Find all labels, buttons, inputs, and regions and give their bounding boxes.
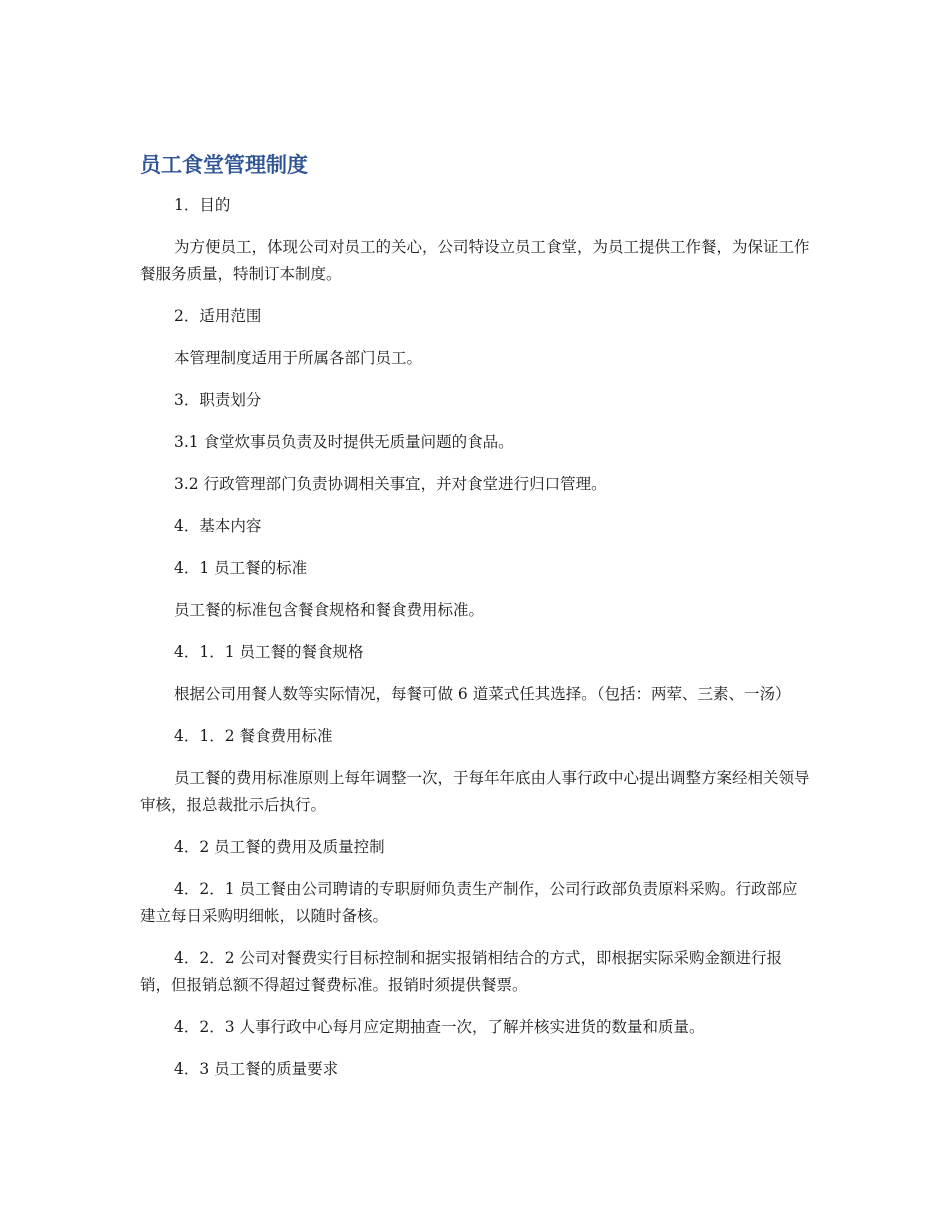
subsection-heading: 4．1．1 员工餐的餐食规格 xyxy=(174,643,364,661)
paragraph: 根据公司用餐人数等实际情况，每餐可做 6 道菜式任其选择。（包括：两荤、三素、一汤） xyxy=(174,685,791,703)
section-heading: 4．基本内容 xyxy=(174,517,262,535)
subsection-heading: 4．1．2 餐食费用标准 xyxy=(174,727,333,745)
paragraph: 员工餐的标准包含餐食规格和餐食费用标准。 xyxy=(174,601,485,619)
subsection-heading: 4．1 员工餐的标准 xyxy=(174,559,308,577)
paragraph: 3.1 食堂炊事员负责及时提供无质量问题的食品。 xyxy=(174,433,514,451)
paragraph: 为方便员工，体现公司对员工的关心，公司特设立员工食堂，为员工提供工作餐，为保证工作餐服务质量，特制订本制度。 xyxy=(140,238,810,283)
paragraph: 4．2．1 员工餐由公司聘请的专职厨师负责生产制作，公司行政部负责原料采购。行政部应建立每日采购明细帐，以随时备核。 xyxy=(140,880,798,925)
subsection-heading: 4．3 员工餐的质量要求 xyxy=(174,1060,339,1078)
paragraph: 3.2 行政管理部门负责协调相关事宜，并对食堂进行归口管理。 xyxy=(174,475,607,493)
paragraph: 4．2．3 人事行政中心每月应定期抽查一次，了解并核实进货的数量和质量。 xyxy=(174,1018,705,1036)
subsection-heading: 4．2 员工餐的费用及质量控制 xyxy=(174,838,385,856)
document-title: 员工食堂管理制度 xyxy=(140,153,308,177)
section-heading: 1．目的 xyxy=(174,196,231,214)
section-heading: 2．适用范围 xyxy=(174,307,262,325)
paragraph: 员工餐的费用标准原则上每年调整一次，于每年年底由人事行政中心提出调整方案经相关领导审核，报总裁批示后执行。 xyxy=(140,769,810,814)
document-page xyxy=(140,148,812,1098)
paragraph: 本管理制度适用于所属各部门员工。 xyxy=(174,349,423,367)
section-heading: 3．职责划分 xyxy=(174,391,262,409)
paragraph: 4．2．2 公司对餐费实行目标控制和据实报销相结合的方式，即根据实际采购金额进行报销，但报销总额不得超过餐费标准。报销时须提供餐票。 xyxy=(140,949,783,994)
